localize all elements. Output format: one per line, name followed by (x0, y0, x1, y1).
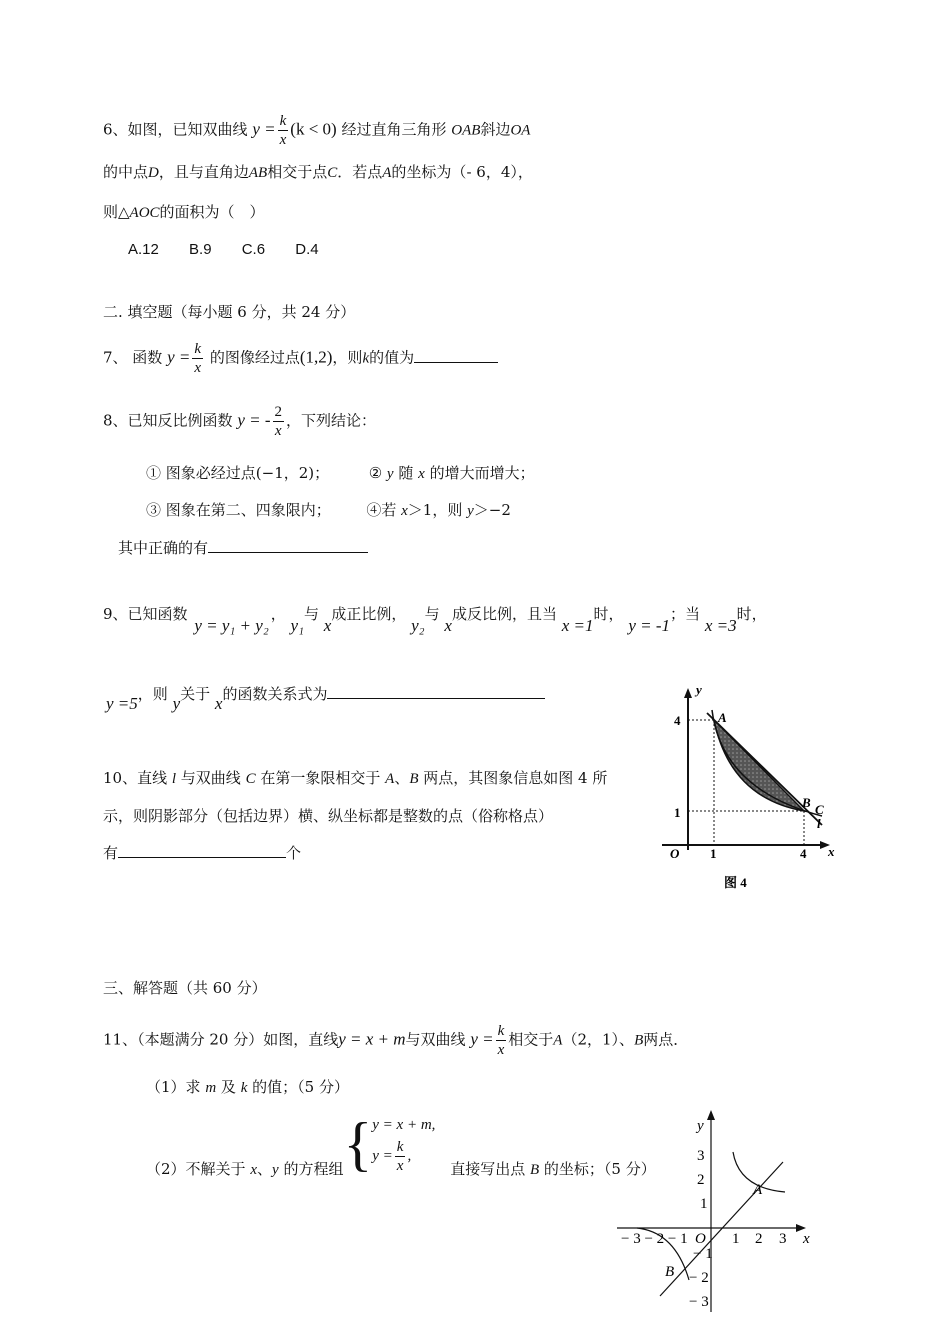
q6-fraction: $\frac{k}{x}$ (279, 113, 287, 148)
svg-text:x: x (828, 844, 835, 859)
svg-text:− 2: − 2 (689, 1270, 709, 1286)
q8-conclusions-3-4: ③ 图象在第二、四象限内； ④若 x＞1，则 y＞−2 (146, 501, 511, 519)
q6-line1: 6、如图，已知双曲线 y = $\frac{k}{x}$ (k < 0) 经过直角三角形 OAB斜边OA (103, 113, 531, 148)
svg-text:1: 1 (700, 1196, 708, 1212)
svg-text:2: 2 (755, 1231, 763, 1247)
option-a: A.12 (128, 241, 159, 258)
q11-line (660, 1162, 783, 1296)
svg-text:3: 3 (779, 1231, 787, 1247)
q10-line3: 有 个 (103, 844, 302, 862)
svg-text:− 1: − 1 (693, 1246, 713, 1262)
svg-text:B: B (665, 1264, 675, 1280)
svg-text:C: C (815, 802, 824, 817)
svg-text:1: 1 (674, 805, 681, 820)
svg-text:O: O (670, 846, 680, 861)
svg-text:1: 1 (732, 1231, 740, 1247)
q11-fraction: $\frac{k}{x}$ (497, 1023, 505, 1058)
q6-line2: 的中点D，且与直角边AB相交于点C．若点A的坐标为（- 6，4）， (103, 163, 533, 181)
svg-text:3: 3 (697, 1148, 705, 1164)
q11-stem: 11、（本题满分 20 分）如图，直线y = x + m与双曲线 y = $\frac{k}{x}$ 相交于A（2，1）、B两点． (103, 1023, 689, 1058)
svg-text:− 3 − 2 − 1: − 3 − 2 − 1 (621, 1231, 688, 1247)
q8-answer-blank[interactable] (208, 538, 368, 553)
svg-text:B: B (802, 795, 811, 810)
q7-answer-blank[interactable] (414, 348, 498, 363)
svg-text:− 3: − 3 (689, 1294, 709, 1310)
q8-conclusions-1-2: ① 图象必经过点(−1，2)； ② y 随 x 的增大而增大； (146, 464, 535, 482)
q8-fraction: $\frac{2}{x}$ (274, 404, 283, 439)
q9-line2: y =5，则 y关于 x的函数关系式为 (106, 684, 545, 704)
q7: 7、 函数 y = $\frac{k}{x}$ 的图像经过点(1,2)，则k的值为 (103, 340, 498, 377)
q11-y-arrow (707, 1110, 715, 1120)
q7-fraction: $\frac{k}{x}$ (194, 341, 202, 376)
section-3-heading: 三、解答题（共 60 分） (103, 979, 267, 997)
svg-text:y: y (696, 682, 702, 697)
svg-text:2: 2 (697, 1172, 705, 1188)
q9-answer-blank[interactable] (327, 684, 545, 699)
q6-options (128, 240, 345, 260)
svg-text:A: A (718, 710, 727, 725)
option-b: B.9 (189, 241, 212, 258)
svg-text:4: 4 (674, 713, 681, 728)
q8-answer-line: 其中正确的有 (118, 538, 368, 558)
equation-system: y = x + m, y = $\frac{k}{x}$ , (372, 1117, 436, 1174)
q8-stem: 8、已知反比例函数 y = - $\frac{2}{x}$ ，下列结论： (103, 404, 377, 439)
section-2-heading: 二. 填空题（每小题 6 分，共 24 分） (103, 303, 356, 321)
svg-text:l: l (817, 816, 821, 831)
option-c: C.6 (241, 241, 266, 258)
q10-answer-blank[interactable] (118, 843, 286, 858)
system-brace: { (343, 1110, 373, 1177)
figure-4 (652, 680, 852, 900)
svg-text:x: x (803, 1231, 810, 1247)
q6-line3: 则△AOC的面积为（ ） (103, 203, 265, 221)
q9-line1: 9、已知函数 y = y₁ + y₂， y₁与 x成正比例， y₂与 x成反比例，且当 x =1时， y = -1；当 x =3时， (103, 605, 767, 635)
option-d: D.4 (295, 241, 319, 258)
fig4-y-arrow (684, 688, 692, 698)
svg-text:A: A (753, 1182, 763, 1198)
svg-text:4: 4 (800, 846, 807, 861)
figure-q11 (615, 1108, 825, 1313)
svg-text:1: 1 (710, 846, 717, 861)
svg-text:O: O (695, 1231, 706, 1247)
q10-line1: 10、直线 l 与双曲线 C 在第一象限相交于 A、B 两点，其图象信息如图 4 所 (103, 769, 608, 787)
fig4-caption: 图 4 (724, 875, 747, 890)
q11-part2: （2）不解关于 x、y 的方程组{ y = x + m, y = $\frac{k}{x}$ , 直接写出点 B 的坐标；（5 分） (146, 1110, 656, 1178)
q11-part1: （1）求 m 及 k 的值；（5 分） (146, 1078, 349, 1096)
q10-line2: 示，则阴影部分（包括边界）横、纵坐标都是整数的点（俗称格点） (103, 807, 554, 825)
svg-text:y: y (697, 1118, 704, 1134)
